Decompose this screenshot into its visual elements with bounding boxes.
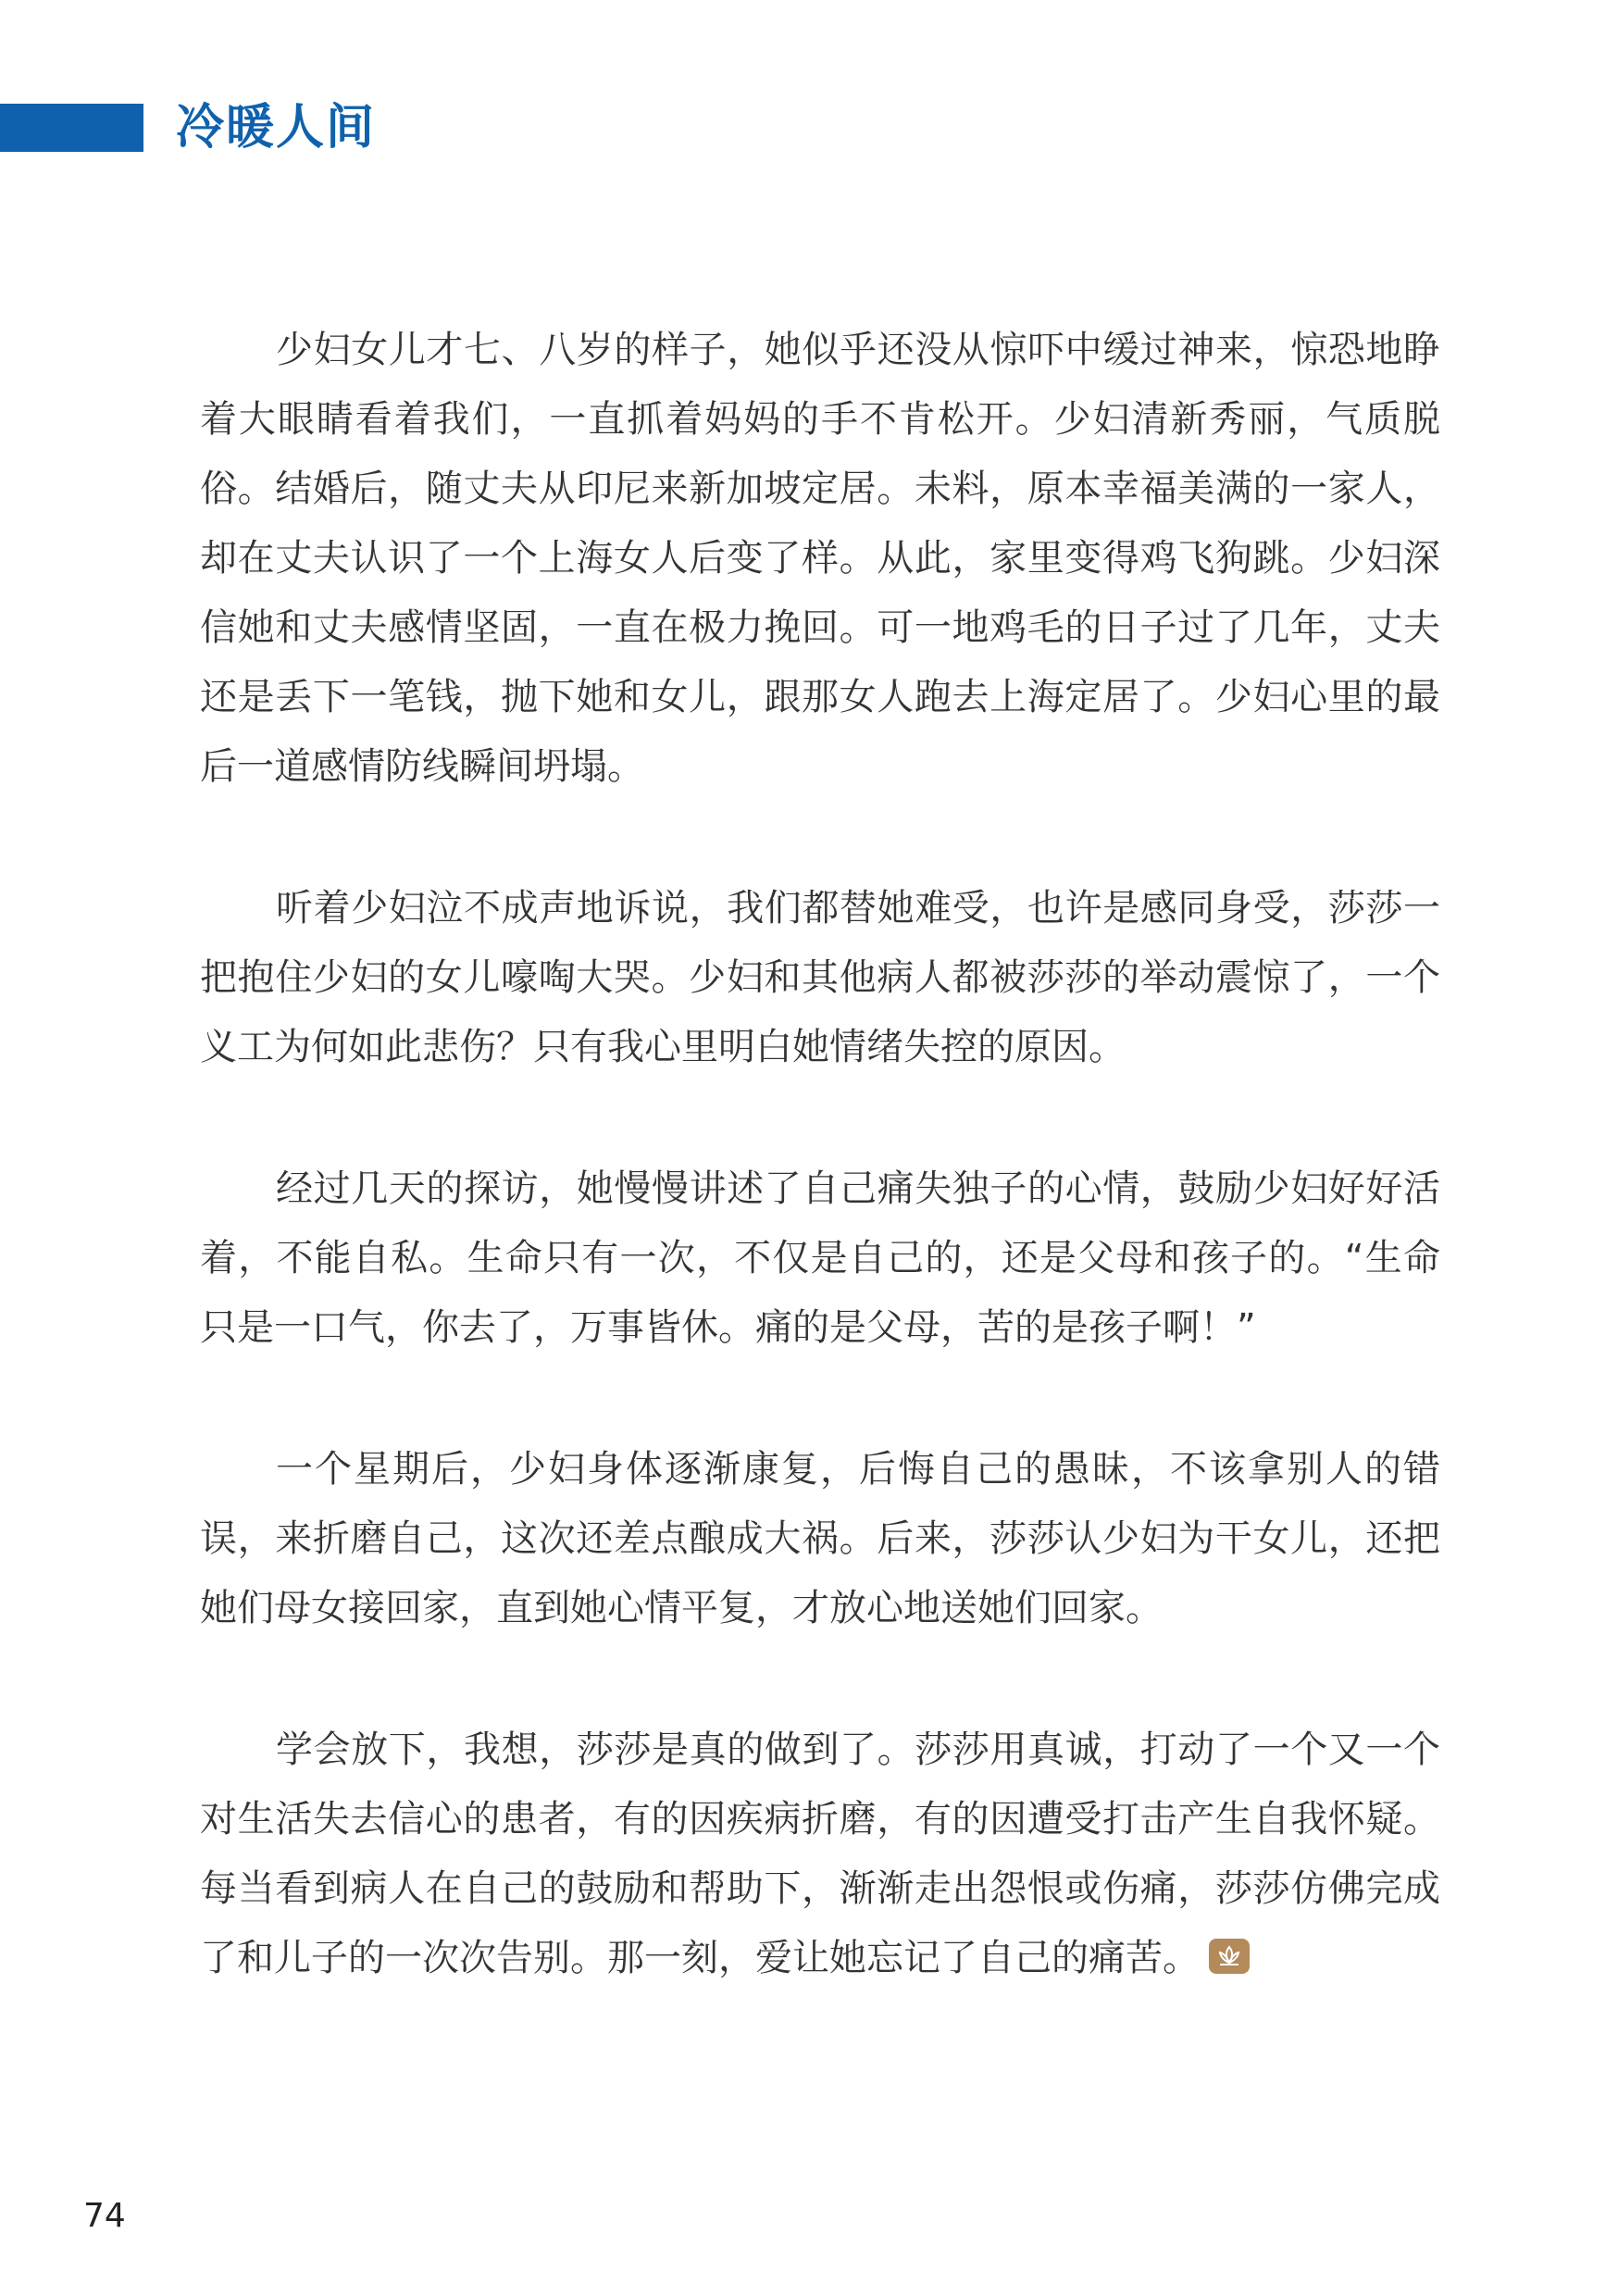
page-number: 74 xyxy=(83,2197,126,2235)
header-accent-bar xyxy=(0,104,143,152)
paragraph-5-text: 学会放下，我想，莎莎是真的做到了。莎莎用真诚，打动了一个又一个对生活失去信心的患者，有的因疾病折磨，有的因遭受打击产生自我怀疑。每当看到病人在自己的鼓励和帮助下，渐渐走出怨恨或伤痛，莎莎仿佛完成了和儿子的一次次告别。那一刻，爱让她忘记了自己的痛苦。 xyxy=(200,1728,1440,1979)
paragraph-4: 一个星期后，少妇身体逐渐康复，后悔自己的愚昧，不该拿别人的错误，来折磨自己，这次还差点酿成大祸。后来，莎莎认少妇为干女儿，还把她们母女接回家，直到她心情平复，才放心地送她们回家。 xyxy=(200,1448,1440,1629)
lotus-icon xyxy=(1209,1939,1250,1974)
paragraph-1: 少妇女儿才七、八岁的样子，她似乎还没从惊吓中缓过神来，惊恐地睁着大眼睛看着我们，一直抓着妈妈的手不肯松开。少妇清新秀丽，气质脱俗。结婚后，随丈夫从印尼来新加坡定居。未料，原本幸福美满的一家人，却在丈夫认识了一个上海女人后变了样。从此，家里变得鸡飞狗跳。少妇深信她和丈夫感情坚固，一直在极力挽回。可一地鸡毛的日子过了几年，丈夫还是丢下一笔钱，抛下她和女儿，跟那女人跑去上海定居了。少妇心里的最后一道感情防线瞬间坍塌。 xyxy=(200,329,1440,788)
paragraph-3: 经过几天的探访，她慢慢讲述了自己痛失独子的心情，鼓励少妇好好活着，不能自私。生命只有一次，不仅是自己的，还是父母和孩子的。“生命只是一口气，你去了，万事皆休。痛的是父母，苦的是孩子啊！” xyxy=(200,1167,1440,1349)
article-body xyxy=(200,316,1440,2065)
paragraph-5 xyxy=(200,1716,1440,1993)
paragraph-2: 听着少妇泣不成声地诉说，我们都替她难受，也许是感同身受，莎莎一把抱住少妇的女儿嚎啕大哭。少妇和其他病人都被莎莎的举动震惊了，一个义工为何如此悲伤？只有我心里明白她情绪失控的原因。 xyxy=(200,887,1440,1068)
section-title: 冷暖人间 xyxy=(176,100,377,156)
